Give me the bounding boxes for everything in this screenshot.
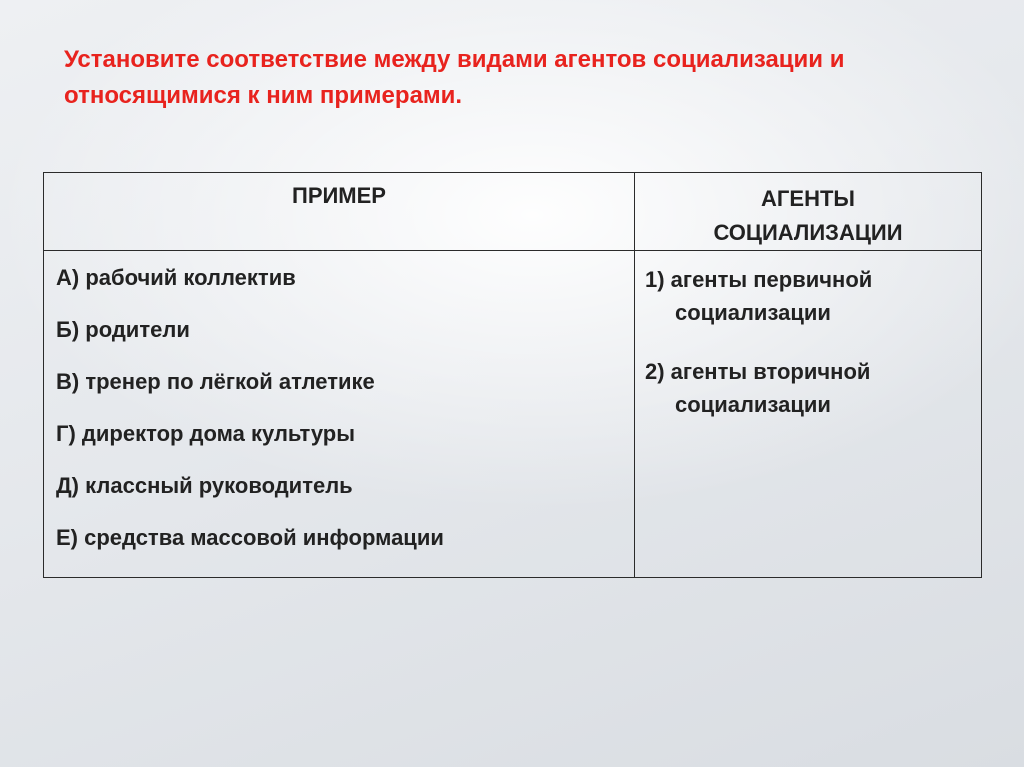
task-title: Установите соответствие между видами агентов социализации и относящимися к ним примерами. — [64, 46, 845, 109]
example-item-v: В) тренер по лёгкой атлетике — [56, 369, 375, 394]
header-agents — [635, 173, 982, 251]
agent-item-2-line2: социализации — [675, 392, 831, 417]
agent-item-2-line1: 2) агенты вторичной — [645, 359, 871, 384]
example-item-d: Д) классный руководитель — [56, 473, 353, 498]
header-agents-line2: СОЦИАЛИЗАЦИИ — [713, 220, 903, 245]
matching-table — [43, 172, 982, 578]
example-item-g: Г) директор дома культуры — [56, 421, 356, 446]
example-item-a: А) рабочий коллектив — [56, 265, 296, 290]
table-body-row — [44, 251, 982, 578]
agents-cell — [635, 251, 982, 578]
agent-item-1-line2: социализации — [675, 300, 831, 325]
examples-cell — [44, 251, 635, 578]
agent-item-1 — [645, 263, 981, 329]
header-examples-label: ПРИМЕР — [292, 183, 386, 208]
agent-item-1-line1: 1) агенты первичной — [645, 267, 873, 292]
example-item-b: Б) родители — [56, 317, 190, 342]
header-examples — [44, 173, 635, 251]
table-header-row — [44, 173, 982, 251]
header-agents-line1: АГЕНТЫ — [761, 186, 855, 211]
agent-item-2 — [645, 355, 981, 421]
example-item-e: Е) средства массовой информации — [56, 525, 444, 550]
